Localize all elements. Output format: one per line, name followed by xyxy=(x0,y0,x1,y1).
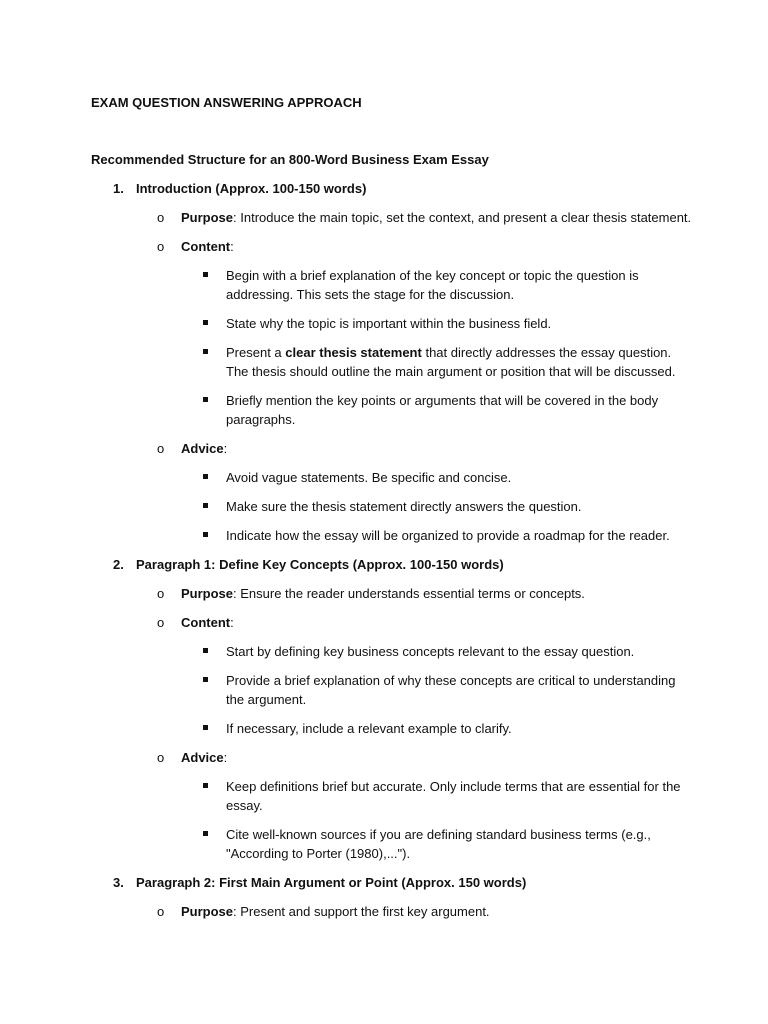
bullet-text-pre: Present a xyxy=(226,345,286,360)
purpose-body: : Present and support the first key argument. xyxy=(233,904,490,919)
purpose-text xyxy=(181,902,490,921)
bullet-text: Briefly mention the key points or arguments that will be covered in the body paragraphs. xyxy=(226,393,659,427)
square-bullet-icon xyxy=(203,725,208,730)
advice-colon: : xyxy=(223,441,228,456)
square-bullet-icon xyxy=(203,783,208,788)
purpose-body: : Introduce the main topic, set the context, and present a clear thesis statement. xyxy=(233,210,692,225)
square-bullet-icon xyxy=(203,532,208,537)
square-bullet-icon xyxy=(203,677,208,682)
advice-text xyxy=(181,748,227,767)
bullet-text: Cite well-known sources if you are defining standard business terms (e.g., "According to Porter (1980),..."). xyxy=(226,827,651,861)
circle-bullet-icon: o xyxy=(157,750,165,765)
square-bullet-icon xyxy=(203,397,208,402)
section-title: Paragraph 2: First Main Argument or Point (Approx. 150 words) xyxy=(136,875,527,890)
section-number: 1. xyxy=(113,181,124,196)
document-title: EXAM QUESTION ANSWERING APPROACH xyxy=(91,95,362,110)
content-label: Content xyxy=(181,615,231,630)
bullet-text: Make sure the thesis statement directly answers the question. xyxy=(226,499,582,514)
circle-bullet-icon: o xyxy=(157,441,165,456)
bullet-text: Avoid vague statements. Be specific and concise. xyxy=(226,470,512,485)
square-bullet-icon xyxy=(203,648,208,653)
bullet-text: State why the topic is important within the business field. xyxy=(226,316,552,331)
content-label: Content xyxy=(181,239,231,254)
bullet-text: Begin with a brief explanation of the key concept or topic the question is addressing. This sets the stage for the discussion. xyxy=(226,268,639,302)
document-subtitle: Recommended Structure for an 800-Word Business Exam Essay xyxy=(91,152,489,167)
purpose-body: : Ensure the reader understands essential terms or concepts. xyxy=(233,586,585,601)
circle-bullet-icon: o xyxy=(157,904,165,919)
advice-colon: : xyxy=(223,750,228,765)
circle-bullet-icon: o xyxy=(157,586,165,601)
square-bullet-icon xyxy=(203,349,208,354)
content-text xyxy=(181,613,234,632)
advice-text xyxy=(181,439,227,458)
circle-bullet-icon: o xyxy=(157,239,165,254)
bullet-text: Start by defining key business concepts relevant to the essay question. xyxy=(226,644,635,659)
bullet-text: Provide a brief explanation of why these concepts are critical to understanding the argument. xyxy=(226,673,676,707)
purpose-label: Purpose xyxy=(181,210,234,225)
section-title: Paragraph 1: Define Key Concepts (Approx. 100-150 words) xyxy=(136,557,504,572)
section-title: Introduction (Approx. 100-150 words) xyxy=(136,181,367,196)
purpose-label: Purpose xyxy=(181,586,234,601)
square-bullet-icon xyxy=(203,474,208,479)
bullet-text: Indicate how the essay will be organized to provide a roadmap for the reader. xyxy=(226,528,670,543)
section-number: 3. xyxy=(113,875,124,890)
bullet-text-bold: clear thesis statement xyxy=(285,345,422,360)
content-colon: : xyxy=(230,239,234,254)
square-bullet-icon xyxy=(203,320,208,325)
bullet-text-post: that directly addresses the essay question. The thesis should outline the main argument or position that will be discussed. xyxy=(226,345,676,379)
circle-bullet-icon: o xyxy=(157,615,165,630)
bullet-text: Keep definitions brief but accurate. Only include terms that are essential for the essay. xyxy=(226,779,681,813)
advice-label: Advice xyxy=(181,441,224,456)
advice-label: Advice xyxy=(181,750,224,765)
content-colon: : xyxy=(230,615,234,630)
purpose-text xyxy=(181,208,691,227)
square-bullet-icon xyxy=(203,831,208,836)
bullet-text xyxy=(226,343,686,381)
square-bullet-icon xyxy=(203,272,208,277)
square-bullet-icon xyxy=(203,503,208,508)
content-text xyxy=(181,237,234,256)
circle-bullet-icon: o xyxy=(157,210,165,225)
purpose-text xyxy=(181,584,585,603)
section-number: 2. xyxy=(113,557,124,572)
bullet-text: If necessary, include a relevant example to clarify. xyxy=(226,721,512,736)
purpose-label: Purpose xyxy=(181,904,234,919)
